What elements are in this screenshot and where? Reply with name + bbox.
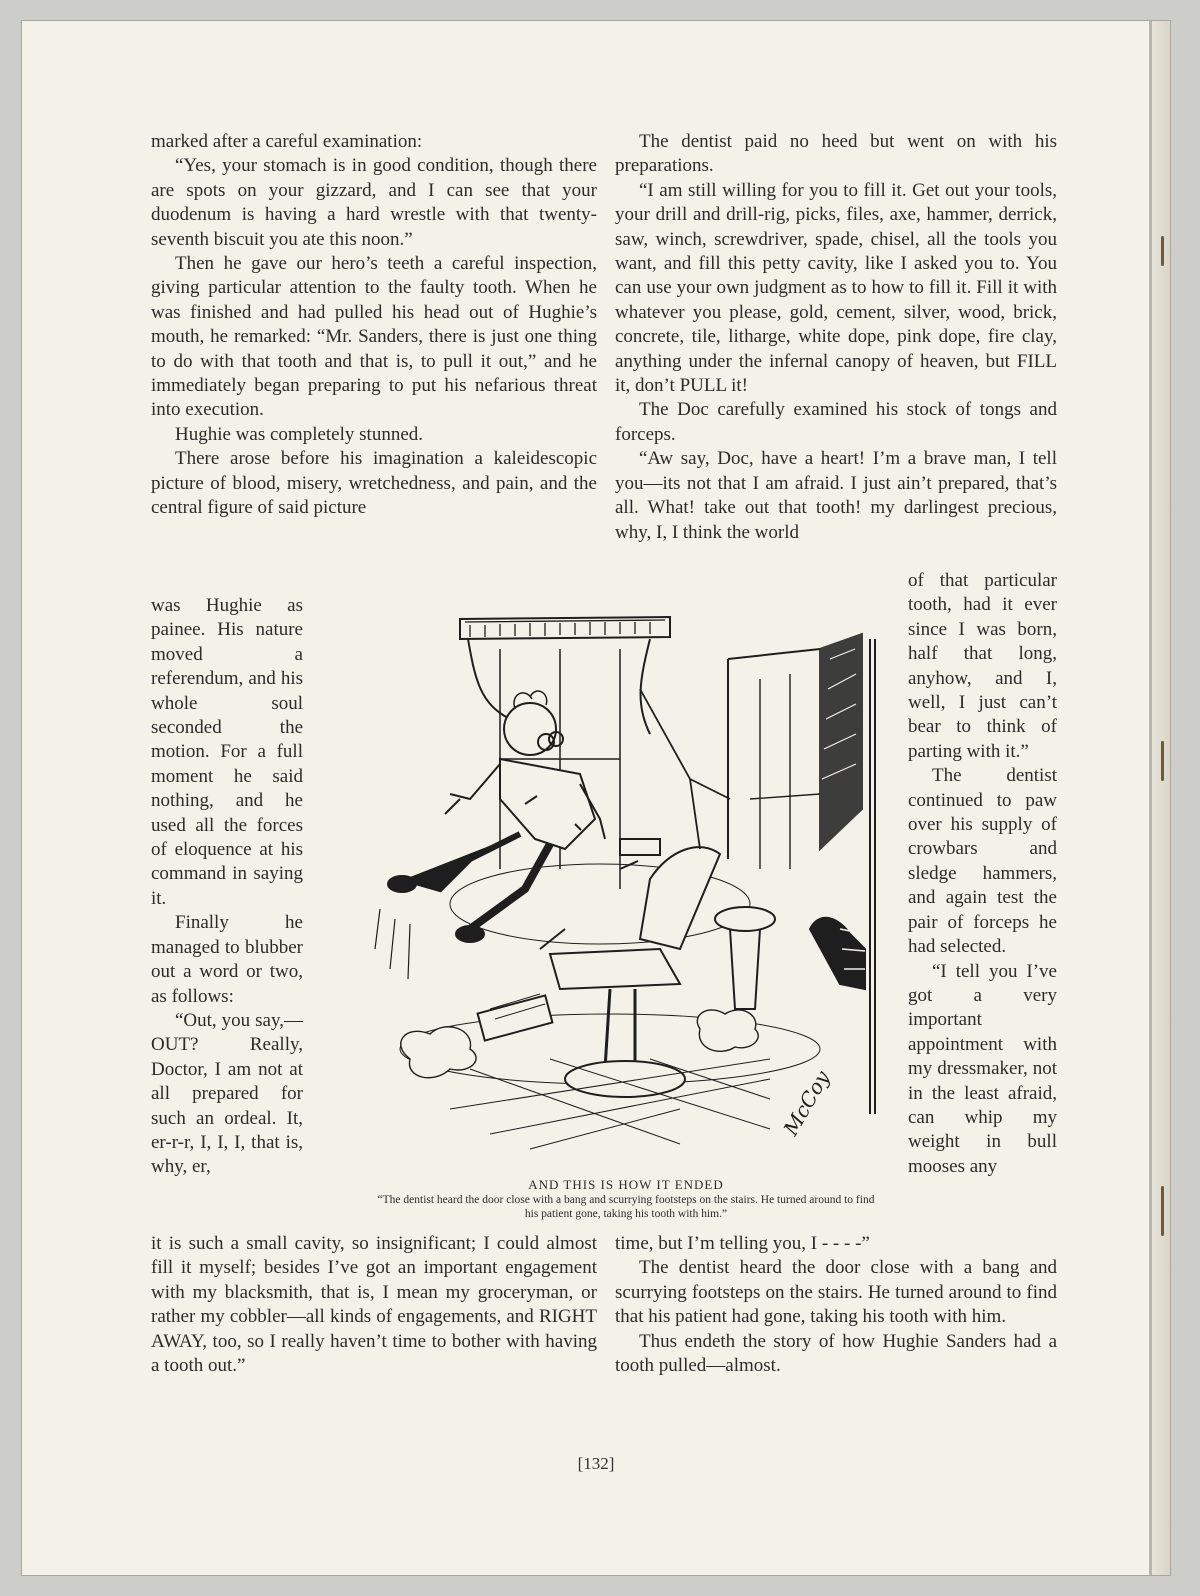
- paragraph: The dentist continued to paw over his supply of crowbars and sledge hammers, and again test the pair of forceps he had selected.: [908, 765, 1057, 958]
- book-page: [21, 20, 1171, 1576]
- paragraph: “I tell you I’ve got a very important appointment with my dressmaker, not in the least afraid, can whip my weight in bull mooses any: [908, 960, 1057, 1177]
- left-column-bottom: [151, 1232, 597, 1378]
- page-number: [132]: [577, 1454, 615, 1473]
- paragraph: The dentist paid no heed but went on with his preparations.: [615, 131, 1057, 177]
- artist-signature: McCoy: [778, 1066, 835, 1140]
- paragraph: marked after a careful examination:: [151, 131, 423, 152]
- dentist-cartoon-illustration: [350, 589, 902, 1164]
- paragraph: “Aw say, Doc, have a heart! I’m a brave man, I tell you—its not that I am afraid. I just ain’t prepared, that’s all. What! take out that tooth! my darlingest precious, why, I, I think the world: [615, 448, 1057, 543]
- paragraph: was Hughie as painee. His nature moved a referendum, and his whole soul seconded the motion. For a full moment he said nothing, and he used all the forces of eloquence at his command in saying it.: [151, 595, 303, 909]
- caption-text: “The dentist heard the door close with a bang and scurrying footsteps on the stairs. He turned around to find his patient gone, taking his tooth with him.”: [377, 1194, 875, 1220]
- edge-stain: [1161, 1186, 1164, 1236]
- edge-stain: [1161, 236, 1164, 266]
- paragraph: Then he gave our hero’s teeth a careful inspection, giving particular attention to the faulty tooth. When he was finished and had pulled his head out of Hughie’s mouth, he remarked: “Mr. Sanders, there is just one thing to do with that tooth and that is, to pull it out,” and he immediately began preparing to put his nefarious threat into execution.: [151, 253, 597, 421]
- right-column-narrow: [908, 569, 1057, 1179]
- paragraph: The Doc carefully examined his stock of tongs and forceps.: [615, 399, 1057, 445]
- paragraph: There arose before his imagination a kaleidescopic picture of blood, misery, wretchedness, and pain, and the central figure of said picture: [151, 448, 597, 519]
- paragraph: time, but I’m telling you, I - - - -”: [615, 1233, 870, 1254]
- caption-title: AND THIS IS HOW IT ENDED: [528, 1177, 724, 1192]
- paragraph: of that particular tooth, had it ever since I was born, half that long, anyhow, and I, well, I just can’t bear to think of parting with it.”: [908, 570, 1057, 762]
- paragraph: “I am still willing for you to fill it. Get out your tools, your drill and drill-rig, picks, files, axe, hammer, derrick, saw, winch, screwdriver, spade, chisel, all the tools you want, and fill this petty cavity, like I asked you to. You can use your own judgment as to how to fill it. Fill it with whatever you please, gold, cement, silver, wood, brick, concrete, tile, litharge, white dope, pink dope, fire clay, anything under the infernal canopy of heaven, but FILL it, don’t PULL it!: [615, 179, 1057, 397]
- paragraph: “Out, you say,—OUT? Really, Doctor, I am not at all prepared for such an ordeal. It, er-r-r, I, I, I, that is, why, er,: [151, 1009, 303, 1178]
- paragraph: The dentist heard the door close with a bang and scurrying footsteps on the stairs. He turned around to find that his patient had gone, taking his tooth with him.: [615, 1257, 1057, 1328]
- paragraph: Thus endeth the story of how Hughie Sanders had a tooth pulled—almost.: [615, 1330, 1057, 1377]
- right-column-bottom: [615, 1232, 1057, 1378]
- paragraph: Hughie was completely stunned.: [175, 423, 424, 445]
- binding-edge: [1149, 21, 1152, 1575]
- edge-stain: [1161, 741, 1164, 781]
- left-column-narrow: [151, 594, 303, 1180]
- paragraph: “Yes, your stomach is in good condition, though there are spots on your gizzard, and I can see that your duodenum is having a hard wrestle with that twenty-seventh biscuit you ate this noon.”: [151, 155, 597, 250]
- illustration-caption: [350, 1177, 902, 1221]
- paragraph: Finally he managed to blubber out a word or two, as follows:: [151, 912, 303, 1007]
- right-column-top: [615, 130, 1057, 545]
- left-column-top: [151, 130, 597, 521]
- paragraph: it is such a small cavity, so insignificant; I could almost fill it myself; besides I’ve got an important engagement with my blacksmith, that is, I mean my groceryman, or rather my cobbler—all kinds of engagements, and RIGHT AWAY, too, so I really haven’t time to bother with having a tooth out.”: [151, 1233, 597, 1377]
